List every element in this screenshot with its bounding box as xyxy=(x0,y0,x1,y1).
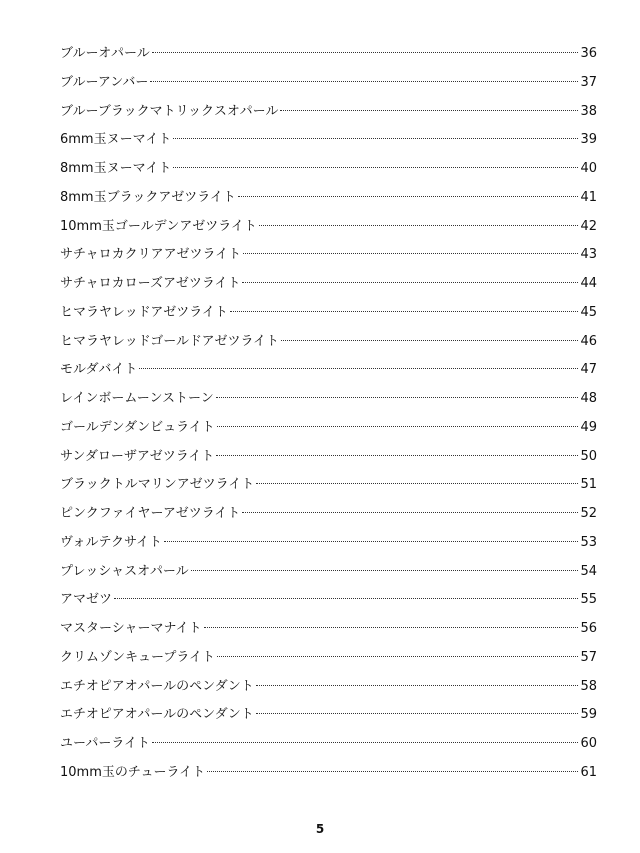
toc-entry[interactable] xyxy=(60,328,597,357)
dot-leader xyxy=(256,713,579,714)
dot-leader xyxy=(216,455,578,456)
dot-leader xyxy=(238,196,579,197)
toc-entry[interactable] xyxy=(60,500,597,529)
dot-leader xyxy=(152,742,578,743)
toc-entry-title: ヒマラヤレッドゴールドアゼツライト xyxy=(60,333,280,349)
toc-entry[interactable] xyxy=(60,40,597,69)
dot-leader xyxy=(243,253,578,254)
toc-entry-title: ブルーブラックマトリックスオパール xyxy=(60,103,279,119)
toc-entry-title: ブルーオパール xyxy=(60,46,150,61)
toc-entry-page: 54 xyxy=(580,563,597,579)
dot-leader xyxy=(230,311,579,312)
toc-entry-page: 55 xyxy=(580,592,597,608)
toc-entry-page: 50 xyxy=(580,448,597,464)
toc-entry[interactable] xyxy=(60,69,597,98)
table-of-contents xyxy=(60,40,597,788)
toc-entry[interactable] xyxy=(60,184,597,213)
toc-entry-title: エチオピアオパールのペンダント xyxy=(60,678,254,694)
toc-entry[interactable] xyxy=(60,213,597,242)
toc-entry[interactable] xyxy=(60,241,597,270)
toc-entry-page: 45 xyxy=(580,304,597,320)
toc-entry[interactable] xyxy=(60,270,597,299)
toc-entry-page: 40 xyxy=(580,161,597,176)
toc-entry[interactable] xyxy=(60,730,597,759)
toc-entry-page: 57 xyxy=(580,649,597,665)
dot-leader xyxy=(173,167,578,168)
toc-entry-page: 59 xyxy=(580,707,597,723)
dot-leader xyxy=(217,426,579,427)
toc-entry-title: 8mm玉ヌーマイト xyxy=(60,161,172,176)
dot-leader xyxy=(150,81,578,82)
toc-entry-title: ピンクファイヤーアゼツライト xyxy=(60,506,241,521)
toc-entry-page: 38 xyxy=(580,103,597,119)
toc-entry-page: 36 xyxy=(580,46,597,61)
toc-entry[interactable] xyxy=(60,299,597,328)
dot-leader xyxy=(164,541,578,542)
toc-entry-title: ブラックトルマリンアゼツライト xyxy=(60,477,255,493)
toc-entry[interactable] xyxy=(60,356,597,385)
toc-entry[interactable] xyxy=(60,126,597,155)
toc-entry[interactable] xyxy=(60,385,597,414)
toc-entry-page: 43 xyxy=(580,247,597,263)
toc-entry-page: 39 xyxy=(580,132,597,148)
toc-entry-page: 58 xyxy=(580,678,597,694)
dot-leader xyxy=(242,512,578,513)
toc-entry[interactable] xyxy=(60,155,597,184)
toc-entry-title: モルダバイト xyxy=(60,362,138,378)
toc-entry-title: ブルーアンバー xyxy=(60,74,149,90)
dot-leader xyxy=(191,570,579,571)
toc-entry-title: ヒマラヤレッドアゼツライト xyxy=(60,304,228,320)
toc-entry[interactable] xyxy=(60,701,597,730)
toc-entry-title: アマゼツ xyxy=(60,592,113,608)
toc-entry[interactable] xyxy=(60,759,597,788)
toc-entry-title: サンダローザアゼツライト xyxy=(60,448,215,464)
dot-leader xyxy=(204,627,579,628)
toc-entry-title: エチオピアオパールのペンダント xyxy=(60,707,254,723)
toc-entry-page: 46 xyxy=(580,333,597,349)
dot-leader xyxy=(280,110,578,111)
toc-entry-page: 51 xyxy=(580,477,597,493)
toc-entry-page: 53 xyxy=(580,534,597,550)
dot-leader xyxy=(216,397,579,398)
toc-entry-title: 8mm玉ブラックアゼツライト xyxy=(60,189,236,205)
toc-entry-title: レインボームーンストーン xyxy=(60,391,214,406)
page-number: 5 xyxy=(315,822,325,836)
toc-entry[interactable] xyxy=(60,586,597,615)
toc-entry-title: サチャロカクリアアゼツライト xyxy=(60,247,242,263)
toc-entry-title: サチャロカローズアゼツライト xyxy=(60,276,241,291)
toc-entry-title: ユーパーライト xyxy=(60,736,150,751)
toc-entry-title: ヴォルテクサイト xyxy=(60,534,163,550)
toc-entry-title: プレッシャスオパール xyxy=(60,563,189,579)
toc-entry[interactable] xyxy=(60,414,597,443)
toc-entry[interactable] xyxy=(60,615,597,644)
dot-leader xyxy=(173,138,578,139)
toc-entry[interactable] xyxy=(60,98,597,127)
toc-entry-page: 37 xyxy=(580,74,597,90)
dot-leader xyxy=(114,598,578,599)
dot-leader xyxy=(259,225,579,226)
toc-entry[interactable] xyxy=(60,673,597,702)
toc-entry-page: 44 xyxy=(580,276,597,291)
dot-leader xyxy=(256,685,579,686)
toc-entry[interactable] xyxy=(60,644,597,673)
toc-entry[interactable] xyxy=(60,529,597,558)
toc-entry-title: 6mm玉ヌーマイト xyxy=(60,132,172,148)
dot-leader xyxy=(256,483,578,484)
toc-entry-page: 48 xyxy=(580,391,597,406)
toc-entry-title: 10mm玉ゴールデンアゼツライト xyxy=(60,218,257,234)
toc-entry-title: マスターシャーマナイト xyxy=(60,621,202,636)
toc-entry-title: ゴールデンダンビュライト xyxy=(60,419,215,435)
dot-leader xyxy=(139,368,578,369)
dot-leader xyxy=(217,656,578,657)
toc-entry[interactable] xyxy=(60,471,597,500)
toc-entry-page: 60 xyxy=(580,736,597,751)
toc-entry-page: 49 xyxy=(580,419,597,435)
toc-entry[interactable] xyxy=(60,443,597,472)
toc-entry-page: 61 xyxy=(580,764,597,780)
toc-entry-title: クリムゾンキュープライト xyxy=(60,649,215,665)
toc-entry[interactable] xyxy=(60,558,597,587)
toc-entry-title: 10mm玉のチューライト xyxy=(60,764,206,780)
dot-leader xyxy=(281,340,578,341)
toc-entry-page: 41 xyxy=(580,189,597,205)
dot-leader xyxy=(242,282,578,283)
toc-entry-page: 42 xyxy=(580,218,597,234)
dot-leader xyxy=(207,771,578,772)
toc-entry-page: 47 xyxy=(580,362,597,378)
toc-entry-page: 52 xyxy=(580,506,597,521)
toc-entry-page: 56 xyxy=(580,621,597,636)
dot-leader xyxy=(152,52,579,53)
